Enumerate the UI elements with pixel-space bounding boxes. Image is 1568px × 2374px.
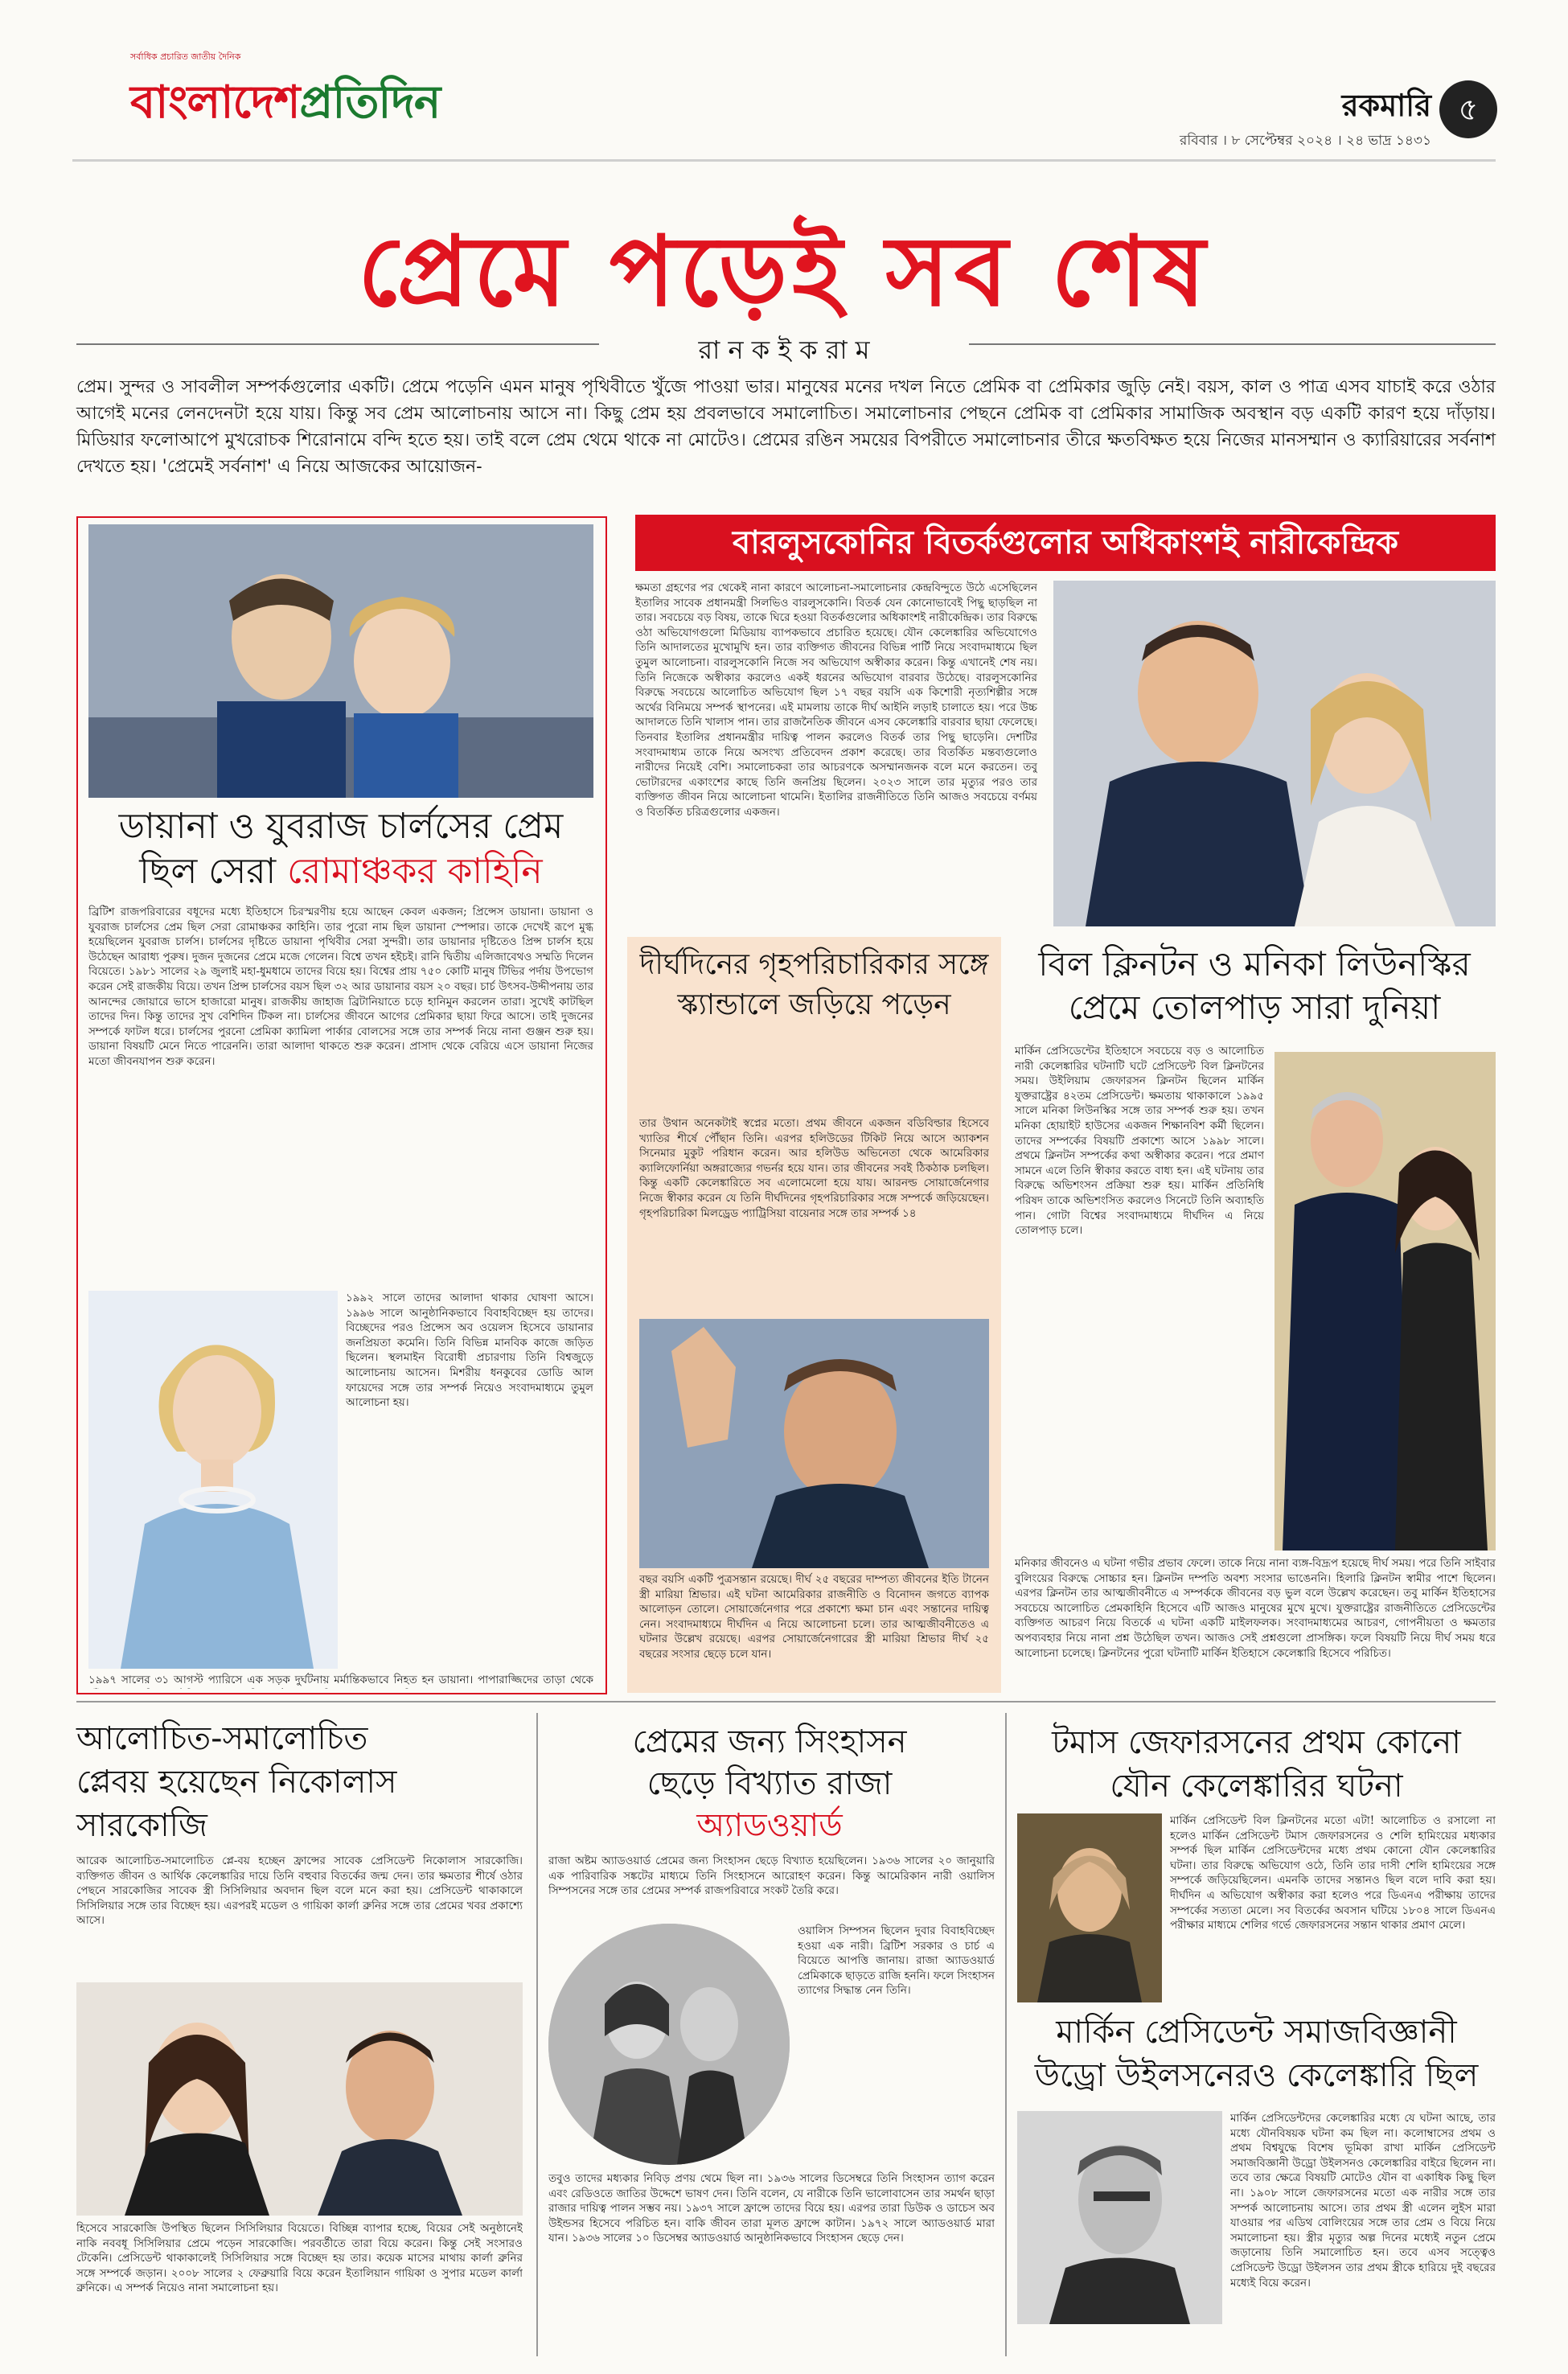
clinton-body-left: মার্কিন প্রেসিডেন্টের ইতিহাসে সবচেয়ে বড় ও আলোচিত নারী কেলেঙ্কারির ঘটনাটি ঘটে প্রেসিডেন্ট বিল ক্লিনটনের সময়। উইলিয়াম জেফারসন ক্লিনটন ছিলেন মার্কিন যুক্তরাষ্ট্রের ৪২তম প্রেসিডেন্ট। ক্ষমতায় থাকাকালে ১৯৯৫ সালে মনিকা লিউনস্কির সঙ্গে তার সম্পর্ক শুরু হয়। তখন মনিকা হোয়াইট হাউসের একজন শিক্ষানবিশ কর্মী ছিলেন। তাদের সম্পর্কের বিষয়টি প্রকাশ্যে আসে ১৯৯৮ সালে। প্রথমে ক্লিনটন সম্পর্কের কথা অস্বীকার করেন। পরে প্রমাণ সামনে এলে তিনি স্বীকার করতে বাধ্য হন। এই ঘটনায় তার বিরুদ্ধে অভিশংসন প্রক্রিয়া শুরু হয়। মার্কিন প্রতিনিধি পরিষদ তাকে অভিশংসিত করলেও সিনেটে তিনি অব্যাহতি পান। গোটা বিশ্বের সংবাদমাধ্যমে দীর্ঘদিন এ নিয়ে তোলপাড় চলে। — [1015, 1045, 1264, 1238]
column-rule-1 — [536, 1713, 538, 2356]
page-number-badge: ৫ — [1439, 80, 1497, 138]
clinton-lewinsky-image — [1275, 1052, 1496, 1550]
logo-word-green: প্রতিদিন — [299, 76, 441, 129]
byline-rule-left — [76, 343, 599, 345]
diana-portrait-photo — [88, 1291, 338, 1669]
diana-heading-line1: ডায়ানা ও যুবরাজ চার্লসের প্রেম — [118, 806, 564, 847]
schwarzenegger-photo — [639, 1319, 989, 1568]
logo-word-red: বাংলাদেশ — [130, 76, 300, 129]
edward-heading-line3: অ্যাডওয়ার্ড — [696, 1807, 843, 1844]
column-rule-2 — [1005, 1713, 1007, 2356]
berlusconi-meloni-image — [1053, 581, 1496, 926]
logo-tagline: সর্বাধিক প্রচারিত জাতীয় দৈনিক — [130, 51, 241, 62]
byline: রা ন ক ই ক রা ম — [611, 330, 957, 373]
schwarzenegger-image — [639, 1319, 989, 1568]
sarkozy-bruni-photo — [76, 1982, 523, 2216]
diana-body-bottom: ১৯৯৭ সালের ৩১ আগস্ট প্যারিসে এক সড়ক দুর্ঘটনায় মর্মান্তিকভাবে নিহত হন ডায়ানা। পাপারাজ্জিদের তাড়া থেকে — [88, 1674, 593, 1686]
jefferson-body: মার্কিন প্রেসিডেন্ট বিল ক্লিনটনের মতো এটা! আলোচিত ও রসালো না হলেও মার্কিন প্রেসিডেন্ট টমাস জেফারসনের ও শেলি হামিংয়ের মধ্যকার সম্পর্ক ছিল মার্কিন প্রেসিডেন্টদের মধ্যে প্রথম কোনো যৌন কেলেঙ্কারির ঘটনা। তার বিরুদ্ধে অভিযোগ ওঠে, তিনি তার দাসী শেলি হামিংয়ের সঙ্গে সম্পর্কে জড়িয়েছিলেন। এমনকি তাদের সন্তানও ছিল বলে দাবি করা হয়। দীর্ঘদিন এ অভিযোগ অস্বীকার করা হলেও পরে ডিএনএ পরীক্ষায় তাদের সম্পর্কের সত্যতা মেলে। সব বিতর্কের অবসান ঘটিয়ে ১৮০৪ সালে ডিএনএ পরীক্ষার মাধ্যমে শেলির গর্ভে জেফারসনের সন্তান থাকার প্রমাণ মেলে। — [1170, 1814, 1496, 1932]
clinton-body-full: মনিকার জীবনেও এ ঘটনা গভীর প্রভাব ফেলে। তাকে নিয়ে নানা ব্যঙ্গ-বিদ্রূপ হয়েছে দীর্ঘ সময়। পরে তিনি সাইবার বুলিংয়ের বিরুদ্ধে সোচ্চার হন। ক্লিনটন দম্পতি অবশ্য সংসার ভাঙেননি। হিলারি ক্লিনটন স্বামীর পাশে ছিলেন। এরপর ক্লিনটন তার আত্মজীবনীতে এ সম্পর্ককে জীবনের বড় ভুল বলে উল্লেখ করেছেন। তবু মার্কিন ইতিহাসের সবচেয়ে আলোচিত প্রেমকাহিনি হিসেবে এটি আজও মানুষের মুখে মুখে। যুক্তরাষ্ট্রের রাজনীতিতে প্রেসিডেন্টের ব্যক্তিগত আচরণ নিয়ে বিতর্কে এ ঘটনা একটি মাইলফলক। সংবাদমাধ্যমের আচরণ, গোপনীয়তা ও ক্ষমতার অপব্যবহার নিয়ে নানা প্রশ্ন উঠেছিল তখন। আজও সেই প্রশ্নগুলো প্রাসঙ্গিক। ফলে বিষয়টি নিয়ে দীর্ঘ সময় ধরে আলোচনা চলেছে। ক্লিনটনের পুরো ঘটনাটি মার্কিন ইতিহাসে কেলেঙ্কারি হিসেবে পরিচিত। — [1015, 1557, 1496, 1660]
clinton-heading-line2: প্রেমে তোলপাড় সারা দুনিয়া — [1068, 988, 1441, 1027]
edward-body-bottom: তবুও তাদের মধ্যকার নিবিড় প্রণয় থেমে ছিল না। ১৯৩৬ সালের ডিসেম্বরে তিনি সিংহাসন ত্যাগ করেন এবং রেডিওতে জাতির উদ্দেশে ভাষণ দেন। তিনি বলেন, যে নারীকে তিনি ভালোবাসেন তার সমর্থন ছাড়া রাজার দায়িত্ব পালন সম্ভব নয়। ১৯৩৭ সালে ফ্রান্সে তাদের বিয়ে হয়। এরপর তারা ডিউক ও ডাচেস অব উইন্ডসর হিসেবে পরিচিত হন। বাকি জীবন তারা মূলত ফ্রান্সে কাটান। ১৯৭২ সালে অ্যাডওয়ার্ড মারা যান। ১৯৩৬ সালের ১০ ডিসেম্বর অ্যাডওয়ার্ড আনুষ্ঠানিকভাবে সিংহাসন ছেড়ে দেন। — [548, 2172, 995, 2245]
berlusconi-meloni-photo — [1053, 581, 1496, 926]
schwarzenegger-body-bottom: বছর বয়সি একটি পুত্রসন্তান রয়েছে। দীর্ঘ ২৫ বছরের দাম্পত্য জীবনের ইতি টানেন স্ত্রী মারিয়া শ্রিভার। এই ঘটনা আমেরিকার রাজনীতি ও বিনোদন জগতে ব্যাপক আলোড়ন তোলে। সোয়ার্জেনেগার পরে প্রকাশ্যে ক্ষমা চান এবং সন্তানের দায়িত্ব নেন। সংবাদমাধ্যমে দীর্ঘদিন এ নিয়ে আলোচনা চলে। তার আত্মজীবনীতেও এ ঘটনার উল্লেখ রয়েছে। এরপর সোয়ার্জেনেগারের স্ত্রী মারিয়া শ্রিভার দীর্ঘ ২৫ বছরের সংসার ছেড়ে চলে যান। — [639, 1573, 989, 1661]
diana-body-top: ব্রিটিশ রাজপরিবারের বধূদের মধ্যে ইতিহাসে চিরস্মরণীয় হয়ে আছেন কেবল একজন; প্রিন্সেস ডায়ানা। ডায়ানা ও যুবরাজ চার্লসের প্রেম ছিল সেরা রোমাঞ্চকর কাহিনি। তার পুরো নাম ছিল ডায়ানা স্পেন্সার। তাকে দেখেই রূপে মুগ্ধ হয়েছিলেন যুবরাজ চার্লস। চার্লসের দৃষ্টিতে ডায়ানা পৃথিবীর সেরা সুন্দরী। তার ডায়ানার দৃষ্টিতেও প্রিন্স চার্লস হয়ে উঠেছেন আরাধ্য পুরুষ। দুজন দুজনের প্রেমে মজে গেলেন। বিশ্বে তখন হইচই। রানি দ্বিতীয় এলিজাবেথও সম্মতি দিলেন বিয়েতে। ১৯৮১ সালের ২৯ জুলাই মহা-ধুমধামে তাদের বিয়ে হয়। বিশ্বের প্রায় ৭৫০ কোটি মানুষ টিভির পর্দায় উপভোগ করেন সেই রাজকীয় বিয়ে। তখন প্রিন্স চার্লসের বয়স ছিল ৩২ আর ডায়ানার বয়স ২০ বছর। চার্চ উৎসব-উদ্দীপনায় তার আনন্দের জোয়ারে ভাসে হাজারো মানুষ। রাজকীয় জাহাজ ব্রিটানিয়াতে চড়ে হানিমুন করলেন তারা। সুখেই কাটছিল তাদের দিন। কিন্তু তাদের সুখ বেশিদিন টিকল না। চার্লসের জীবনে আগের প্রেমিকার ছায়া ফিরে আসে। তাই দুজনের সম্পর্কে ফাটল ধরে। চার্লসের পুরনো প্রেমিকা ক্যামিলা পার্কার বোলসের সঙ্গে তার সম্পর্ক নিয়ে নানা গুঞ্জন শুরু হয়। ডায়ানা বিষয়টি মেনে নিতে পারেননি। তারা আলাদা থাকতে শুরু করেন। প্রাসাদ থেকে বেরিয়ে এসে ডায়ানা নিজের মতো জীবনযাপন শুরু করেন। — [88, 906, 593, 1068]
edward-heading-line2: ছেড়ে বিখ্যাত রাজা — [646, 1765, 893, 1802]
wilson-portrait-image — [1017, 2111, 1222, 2324]
wilson-heading-line2: উড্রো উইলসনেরও কেলেঙ্কারি ছিল — [1034, 2057, 1479, 2094]
intro-paragraph: প্রেম। সুন্দর ও সাবলীল সম্পর্কগুলোর একটি। প্রেমে পড়েনি এমন মানুষ পৃথিবীতে খুঁজে পাওয়া ভার। মানুষের মনের দখল নিতে প্রেমিক বা প্রেমিকার জুড়ি নেই। বয়স, কাল ও পাত্র এসব যাচাই করে ওঠার আগেই মনের লেনদেনটা হয়ে যায়। কিন্তু সব প্রেম আলোচনায় আসে না। কিছু প্রেম হয় প্রবলভাবে সমালোচিত। সমালোচনার পেছনে প্রেমিক বা প্রেমিকার সামাজিক অবস্থান বড় একটি কারণ হয়ে দাঁড়ায়। মিডিয়ার ফলোআপে মুখরোচক শিরোনামে বন্দি হতে হয়। তাই বলে প্রেম থেমে থাকে না মোটেও। প্রেমের রঙিন সময়ের বিপরীতে সমালোচনার তীরে ক্ষতবিক্ষত হয়ে নিজের মানসম্মান ও ক্যারিয়ারের সর্বনাশ দেখতে হয়। 'প্রেমেই সর্বনাশ' এ নিয়ে আজকের আয়োজন- — [76, 377, 1496, 477]
edward-heading — [548, 1721, 991, 1846]
wilson-heading-line1: মার্কিন প্রেসিডেন্ট সমাজবিজ্ঞানী — [1056, 2014, 1457, 2051]
section-name: রকমারি — [1341, 88, 1431, 123]
jefferson-heading-line2: যৌন কেলেঙ্কারির ঘটনা — [1110, 1768, 1403, 1805]
diana-heading-line2 — [88, 849, 593, 894]
edward-body-top: রাজা অষ্টম অ্যাডওয়ার্ড প্রেমের জন্য সিংহাসন ছেড়ে বিখ্যাত হয়েছিলেন। ১৯৩৬ সালের ২০ জানুয়ারি এক পারিবারিক সঙ্কটের মাধ্যমে তিনি সিংহাসনে আরোহণ করেন। কিন্তু আমেরিকান নারী ওয়ালিস সিম্পসনের সঙ্গে তার প্রেমের সম্পর্ক রাজপরিবারে সংকট তৈরি করে। — [548, 1854, 995, 1898]
berlusconi-body: ক্ষমতা গ্রহণের পর থেকেই নানা কারণে আলোচনা-সমালোচনার কেন্দ্রবিন্দুতে উঠে এসেছিলেন ইতালির সাবেক প্রধানমন্ত্রী সিলভিও বারলুসকোনি। বিতর্ক যেন কোনোভাবেই পিছু ছাড়ছিল না তার। সবচেয়ে বড় বিষয়, তাকে ঘিরে হওয়া বিতর্কগুলোর অধিকাংশই নারীকেন্দ্রিক। তার বিরুদ্ধে ওঠা অভিযোগগুলো মিডিয়ায় ব্যাপকভাবে প্রচারিত হয়েছে। যৌন কেলেঙ্কারির অভিযোগেও তিনি আদালতের মুখোমুখি হন। তার ব্যক্তিগত জীবনের বিভিন্ন পার্টি নিয়ে সংবাদমাধ্যমে ছিল তুমুল আলোচনা। বারলুসকোনি নিজে সব অভিযোগ অস্বীকার করেন। কিন্তু এখানেই শেষ নয়। তিনি নিজেকে অস্বীকার করলেও একই ধরনের অভিযোগ বারবার উঠেছে। বারলুসকোনির বিরুদ্ধে সবচেয়ে আলোচিত অভিযোগ ছিল ১৭ বছর বয়সি এক কিশোরী নৃত্যশিল্পীর সঙ্গে অর্থের বিনিময়ে সম্পর্ক স্থাপনের। এই মামলায় তাকে দীর্ঘ আইনি লড়াই চালাতে হয়। পরে উচ্চ আদালতে তিনি খালাস পান। তার রাজনৈতিক জীবনে এসব কেলেঙ্কারি বারবার ছায়া ফেলেছে। তিনবার ইতালির প্রধানমন্ত্রীর দায়িত্ব পালন করলেও বিতর্ক তার পিছু ছাড়েনি। দেশটির সংবাদমাধ্যম তাকে নিয়ে অসংখ্য প্রতিবেদন প্রকাশ করেছে। তার বিতর্কিত মন্তব্যগুলোও নারীদের নিয়েই বেশি। সমালোচকরা তার আচরণকে অসম্মানজনক বলে মনে করতেন। তবু ভোটারদের একাংশের কাছে তিনি জনপ্রিয় ছিলেন। ২০২৩ সালে তার মৃত্যুর পরও তার ব্যক্তিগত জীবন নিয়ে আলোচনা থামেনি। ইতালির রাজনীতিতে তিনি আজও সবচেয়ে বর্ণময় ও বিতর্কিত চরিত্রগুলোর একজন। — [635, 581, 1037, 819]
berlusconi-heading: বারলুসকোনির বিতর্কগুলোর অধিকাংশই নারীকেন্দ্রিক — [635, 515, 1496, 571]
charles-diana-photo — [88, 524, 593, 798]
clinton-heading-line1: বিল ক্লিনটন ও মনিকা লিউনস্কির — [1038, 944, 1471, 984]
wilson-heading — [1017, 2011, 1496, 2097]
newspaper-logo — [130, 50, 441, 158]
section-divider — [76, 1701, 1496, 1702]
sarkozy-body-bottom: হিসেবে সারকোজি উপস্থিত ছিলেন সিসিলিয়ার বিয়েতে। বিচ্ছিন্ন ব্যাপার হচ্ছে, বিয়ের সেই অনুষ্ঠানেই নাকি নববধূ সিসিলিয়ার প্রেমে পড়েন সারকোজি। পরবর্তীতে তারা বিয়ে করেন। কিন্তু সেই সংসারও টেকেনি। প্রেসিডেন্ট থাকাকালেই সিসিলিয়ার সঙ্গে বিচ্ছেদ হয় তার। কয়েক মাসের মাথায় কার্লা ব্রুনির সঙ্গে সম্পর্কে জড়ান। ২০০৮ সালের ২ ফেব্রুয়ারি বিয়ে করেন ইতালিয়ান গায়িকা ও সুপার মডেল কার্লা ব্রুনিকে। এ সম্পর্ক নিয়েও নানা সমালোচনা হয়। — [76, 2222, 523, 2295]
schwarzenegger-heading: দীর্ঘদিনের গৃহপরিচারিকার সঙ্গে স্ক্যান্ডালে জড়িয়ে পড়েন — [639, 948, 989, 1021]
schwarzenegger-body-top: তার উথান অনেকটাই স্বপ্নের মতো। প্রথম জীবনে একজন বডিবিল্ডার হিসেবে খ্যাতির শীর্ষে পৌঁছান তিনি। এরপর হলিউডের টিকিট নিয়ে আসে অ্যাকশন সিনেমার মুকুট পরিধান করেন। আর হলিউড অভিনেতা থেকে আমেরিকার ক্যালিফোর্নিয়া অঙ্গরাজ্যের গভর্নর হয়ে যান। তার জীবনের সবই ঠিকঠাক চলছিল। কিন্তু একটি কেলেঙ্কারিতে সব এলোমেলো হয়ে যায়। আরনল্ড সোয়ার্জেনেগার নিজে স্বীকার করেন যে তিনি দীর্ঘদিনের গৃহপরিচারিকার সঙ্গে সম্পর্কে জড়িয়েছেন। গৃহপরিচারিকা মিলড্রেড প্যাট্রিসিয়া বায়েনার সঙ্গে তার সম্পর্ক ১৪ — [639, 1117, 989, 1220]
clinton-heading — [1013, 943, 1496, 1029]
clinton-lewinsky-photo — [1275, 1052, 1496, 1550]
edward-heading-line1: প্রেমের জন্য সিংহাসন — [632, 1723, 907, 1760]
page-title: প্রেমে পড়েই সব শেষ — [357, 216, 1211, 328]
jefferson-portrait-image — [1017, 1813, 1162, 2002]
dateline: রবিবার । ৮ সেপ্টেম্বর ২০২৪ । ২৪ ভাদ্র ১৪৩১ — [1180, 133, 1431, 149]
logo-wordmark — [130, 68, 440, 143]
sarkozy-bruni-image — [76, 1982, 523, 2216]
sarkozy-heading-line2: প্লেবয় হয়েছেন নিকোলাস — [76, 1764, 397, 1801]
diana-heading-plain: ছিল সেরা — [139, 851, 288, 892]
diana-heading-highlight: রোমাঞ্চকর কাহিনি — [287, 851, 543, 892]
jefferson-portrait — [1017, 1813, 1162, 2002]
sarkozy-heading-line1: আলোচিত-সমালোচিত — [76, 1720, 368, 1757]
masthead-divider — [72, 159, 1496, 162]
edward-wallis-photo — [548, 1924, 790, 2165]
diana-body-mid: ১৯৯২ সালে তাদের আলাদা থাকার ঘোষণা আসে। ১৯৯৬ সালে আনুষ্ঠানিকভাবে বিবাহবিচ্ছেদ হয় তাদের। বিচ্ছেদের পরও প্রিন্সেস অব ওয়েলস হিসেবে ডায়ানার জনপ্রিয়তা কমেনি। তিনি বিভিন্ন মানবিক কাজে জড়িত ছিলেন। স্থলমাইন বিরোধী প্রচারণায় তিনি বিশ্বজুড়ে আলোচনায় আসেন। মিশরীয় ধনকুবের ডোডি আল ফায়েদের সঙ্গে তার সম্পর্ক নিয়েও সংবাদমাধ্যমে তুমুল আলোচনা হয়। — [346, 1292, 593, 1410]
byline-rule-right — [969, 343, 1496, 345]
diana-portrait-image — [88, 1291, 338, 1669]
sarkozy-heading-line3: সারকোজি — [76, 1807, 207, 1844]
sarkozy-body-top: আরেক আলোচিত-সমালোচিত প্লে-বয় হচ্ছেন ফ্রান্সের সাবেক প্রেসিডেন্ট নিকোলাস সারকোজি। ব্যক্তিগত জীবন ও আর্থিক কেলেঙ্কারির দায়ে তিনি বহুবার বিতর্কের জন্ম দেন। তার ক্ষমতার শীর্ষে ওঠার পেছনে সারকোজির সাবেক স্ত্রী সিসিলিয়ার অবদান ছিল বলে মনে করা হয়। প্রেসিডেন্ট থাকাকালে সিসিলিয়ার সঙ্গে তার বিচ্ছেদ হয়। এরপরই মডেল ও গায়িকা কার্লা ব্রুনির সঙ্গে তার প্রেমের খবর প্রকাশ্যে আসে। — [76, 1854, 523, 1928]
wilson-body: মার্কিন প্রেসিডেন্টদের কেলেঙ্কারির মধ্যে যে ঘটনা আছে, তার মধ্যে যৌনবিষয়ক ঘটনা কম ছিল না। কলোম্বাসের প্রথম ও প্রথম বিশ্বযুদ্ধে বিশেষ ভূমিকা রাখা মার্কিন প্রেসিডেন্ট সমাজবিজ্ঞানী উড্রো উইলসনও কেলেঙ্কারির বাইরে ছিলেন না। তবে তার ক্ষেত্রে বিষয়টি মোটেও যৌন বা একাধিক কিছু ছিল না। ১৯০৮ সালে জেফারসনের মতো এক নারীর সঙ্গে তার সম্পর্ক আলোচনায় আসে। তার প্রথম স্ত্রী এলেন লুইস মারা যাওয়ার পর এডিথ বোলিংয়ের সঙ্গে তার প্রেম ও বিয়ে নিয়ে সমালোচনা হয়। স্ত্রীর মৃত্যুর অল্প দিনের মধ্যেই নতুন প্রেমে জড়ানোয় তিনি সমালোচিত হন। তবে এসব সত্ত্বেও প্রেসিডেন্ট উড্রো উইলসন তার প্রথম স্ত্রীকে হারিয়ে দুই বছরের মধ্যেই বিয়ে করেন। — [1230, 2112, 1496, 2290]
wilson-portrait — [1017, 2111, 1222, 2324]
charles-diana-image — [88, 524, 593, 798]
diana-heading — [88, 804, 593, 894]
jefferson-heading-line1: টমাস জেফারসনের প্রথম কোনো — [1052, 1724, 1461, 1761]
sarkozy-heading — [76, 1717, 527, 1847]
jefferson-heading — [1017, 1721, 1496, 1808]
edward-body-mid: ওয়ালিস সিম্পসন ছিলেন দুবার বিবাহবিচ্ছেদ হওয়া এক নারী। ব্রিটিশ সরকার ও চার্চ এ বিয়েতে আপত্তি জানায়। রাজা অ্যাডওয়ার্ড প্রেমিকাকে ছাড়তে রাজি হননি। ফলে সিংহাসন ত্যাগের সিদ্ধান্ত নেন তিনি। — [798, 1924, 995, 1998]
edward-wallis-image — [548, 1924, 790, 2165]
